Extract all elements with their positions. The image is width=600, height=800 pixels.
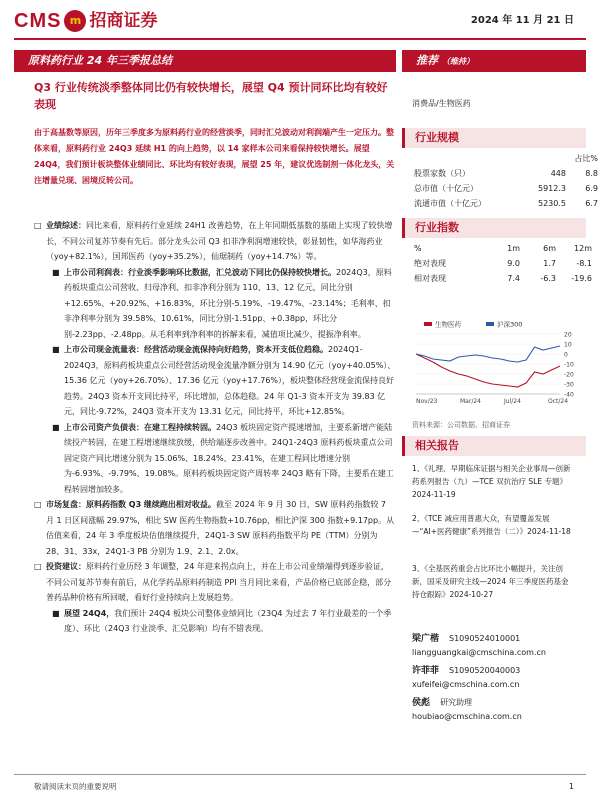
y-tick-label: -30 bbox=[564, 381, 574, 389]
y-tick-label: -40 bbox=[564, 391, 574, 399]
analyst-id: S1090524010001 bbox=[449, 634, 521, 643]
analyst-3 bbox=[412, 696, 522, 723]
table-row: 流通市值（十亿元） 5230.5 6.7 bbox=[414, 199, 598, 208]
footer-divider bbox=[14, 774, 586, 775]
x-tick-label: Mar/24 bbox=[460, 398, 481, 405]
analyst-email[interactable]: liangguangkai@cmschina.com.cn bbox=[412, 648, 546, 657]
related-heading: 相关报告 bbox=[402, 436, 586, 456]
body-para-overview: □ 业绩综述：同比来看，原料药行业延续 24H1 改善趋势，在上年同期低基数的基础上实现了较快增长，不同公司复苏节奏有先后。部分龙头公司 Q3 扣非净利润增速较快，彰显韧性，如华海药业（yoy+82.1%），国邦医药（yoy+35.2%），仙琚制药（yoy+14.7%）等。 bbox=[34, 218, 396, 265]
x-tick-label: Oct/24 bbox=[548, 398, 569, 405]
logo-badge-icon: m bbox=[64, 10, 86, 32]
analyst-name: 侯彪 bbox=[412, 698, 431, 708]
report-summary: 由于高基数等原因，历年三季度多为原料药行业的经营淡季，同时汇兑波动对利润端产生一定压力。整体来看，原料药行业 24Q3 延续 H1 的向上趋势，以 14 家样本公司来看保持较快增长。展望 24Q4，我们预计板块整体业绩同比、环比均有较好表现，展望 25 年，建议优选制剂一体化龙头，关注增量兑现、困境反转公司。 bbox=[34, 128, 395, 185]
profile-table bbox=[412, 150, 600, 212]
index-heading: 行业指数 bbox=[402, 218, 586, 238]
related-report-2[interactable]: 2、《TCE 减应用普惠大众，有望覆盖发展—“AI+医药健康”系列报告（二）》2024-11-18 bbox=[412, 514, 571, 536]
analyst-id: S1090520040003 bbox=[449, 666, 521, 675]
index-table bbox=[412, 240, 594, 287]
analyst-1 bbox=[412, 632, 546, 659]
analyst-name: 许菲菲 bbox=[412, 666, 440, 676]
body-para-market: □ 市场复盘：原料药指数 Q3 继续跑出相对收益。截至 2024 年 9 月 30 日，SW 原料药指数较 7 月 1 日区间涨幅 29.97%，相比 SW 医药生物指数+10.76pp，相比沪深 300 指数+9.17pp。从估值来看，24 年 3 季度板块估值继续提升，24Q1-3 SW 原料药指数平均 PE（TTM）分别为 28、31、33x，24Q1-3 PB 分别为 1.9、2.1、2.0x。 bbox=[34, 497, 396, 559]
chart-source: 资料来源：公司数据、招商证券 bbox=[412, 421, 510, 429]
x-tick-label: Jul/24 bbox=[504, 398, 521, 405]
body-para-advice: □ 投资建议：原料药行业历经 3 年调整，24 年迎来拐点向上，并在上市公司业绩端得到逐步验证，不同公司复苏节奏有前后，从化学药品原料药制造 PPI 当月同比来看，产品价格已底部企稳，部分普药品种价格有所回暖，看好行业持续向上发展趋势。 bbox=[34, 559, 396, 606]
profile-col-header: 占比% bbox=[574, 154, 598, 163]
analyst-2 bbox=[412, 664, 520, 691]
analyst-email[interactable]: xufeifei@cmschina.com.cn bbox=[412, 680, 520, 689]
rating-label: 推荐 bbox=[416, 54, 438, 67]
legend-label: 生物医药 bbox=[435, 320, 461, 329]
body-para-cashflow: ■ 上市公司现金流量表：经营活动现金流保持向好趋势，资本开支低位趋稳。2024Q1-2024Q3，原料药板块重点公司经营活动现金流量净额分别为 14.90 亿元（yoy+40.05%）、15.36 亿元（yoy+26.70%）、17.36 亿元（yoy+17.76%），板块整体经营现金流保持良好趋势。24Q3 资本开支同比持平，环比增加，总体趋稳。24 年 Q1-3 资本开支为 39.83 亿元，同比-9.72%，24Q3 资本开支为 13.31 亿元，同比持平，环比+12.85%。 bbox=[34, 342, 396, 420]
header-divider bbox=[14, 38, 586, 40]
table-row: 股票家数（只） 448 8.8 bbox=[414, 169, 598, 178]
report-title: Q3 行业传统淡季整体同比仍有较快增长，展望 Q4 预计同环比均有较好表现 bbox=[34, 81, 388, 111]
index-line-chart bbox=[410, 318, 586, 406]
report-banner: 原料药行业 24 年三季报总结 bbox=[14, 50, 396, 72]
logo-chinese: 招商证券 bbox=[89, 11, 158, 31]
profile-heading: 行业规模 bbox=[402, 128, 586, 148]
report-date: 2024 年 11 月 21 日 bbox=[470, 15, 574, 26]
body-para-income: ■ 上市公司利润表：行业淡季影响环比数据，汇兑波动下同比仍保持较快增长。2024Q3，原料药板块重点公司营收、归母净利、扣非净利分别为 110、13、12 亿元，同比分别+12.65%、+20.92%、+16.83%，环比分别-5.19%、-19.47%、-23.14%；毛利率、扣非净利率分别为 39.58%、10.61%，同比分别-1.51pp、+0.38pp，环比分别-2.23pp、-2.48pp。从毛利率到净利率的拆解来看，减值项比减少，提振净利率。 bbox=[34, 265, 396, 343]
analyst-role: 研究助理 bbox=[440, 698, 473, 707]
table-row: 相对表现 7.4 -6.3 -19.6 bbox=[414, 274, 592, 283]
related-report-1[interactable]: 1、《礼理、早期临床证据与相关企业事局—创新药系列报告（九）—TCE 双抗治疗 SLE 专题》2024-11-19 bbox=[412, 464, 571, 499]
sector-label: 消费品/生物医药 bbox=[412, 99, 471, 108]
y-tick-label: -20 bbox=[564, 371, 574, 379]
table-row: 绝对表现 9.0 1.7 -8.1 bbox=[414, 259, 592, 268]
x-tick-label: Nov/23 bbox=[416, 398, 438, 405]
rating-sub: （维持） bbox=[442, 57, 474, 66]
legend-swatch bbox=[424, 322, 432, 326]
logo-latin: CMS bbox=[14, 10, 62, 32]
analyst-email[interactable]: houbiao@cmschina.com.cn bbox=[412, 712, 522, 721]
legend-label: 沪深300 bbox=[497, 320, 523, 329]
body-para-balance: ■ 上市公司资产负债表：在建工程持续转固。24Q3 板块固定资产提速增加，主要系新增产能陆续投产转固，在建工程增速继续放缓，供给端逐步改善中。24Q1-24Q3 原料药板块重点公司固定资产同比增速分别为 15.06%、18.24%、23.41%，在建工程同比增速分别为-6.93%、-9.79%、19.08%。原料药板块固定资产周转率 24Q3 略有下降，主要系在建工程转固增加较多。 bbox=[34, 420, 396, 498]
table-header-row: % 1m 6m 12m bbox=[414, 244, 592, 253]
rating-banner bbox=[402, 50, 586, 72]
series-line-0 bbox=[416, 354, 560, 387]
company-logo bbox=[14, 8, 157, 34]
report-body bbox=[34, 218, 396, 637]
page-number: 1 bbox=[568, 782, 574, 791]
y-tick-label: 0 bbox=[564, 351, 568, 359]
y-tick-label: 20 bbox=[564, 331, 572, 339]
analyst-name: 梁广楷 bbox=[412, 634, 440, 644]
footer-disclaimer: 敬请阅读末页的重要说明 bbox=[34, 782, 117, 791]
y-tick-label: -10 bbox=[564, 361, 574, 369]
legend-swatch bbox=[486, 322, 494, 326]
related-report-3[interactable]: 3、《全基医药重会占比环比小幅提升，关注创新，国采及研究主线—2024 年三季度医药基金持仓跟踪》2024-10-27 bbox=[412, 564, 569, 599]
table-row: 总市值（十亿元） 5912.3 6.9 bbox=[414, 184, 598, 193]
y-tick-label: 10 bbox=[564, 341, 572, 349]
body-para-outlook: ■ 展望 24Q4，我们预计 24Q4 板块公司整体业绩同比（23Q4 为过去 7 年行业最差的一个季度）、环比（24Q3 行业淡季、汇兑影响）均有不错表现。 bbox=[34, 606, 396, 637]
